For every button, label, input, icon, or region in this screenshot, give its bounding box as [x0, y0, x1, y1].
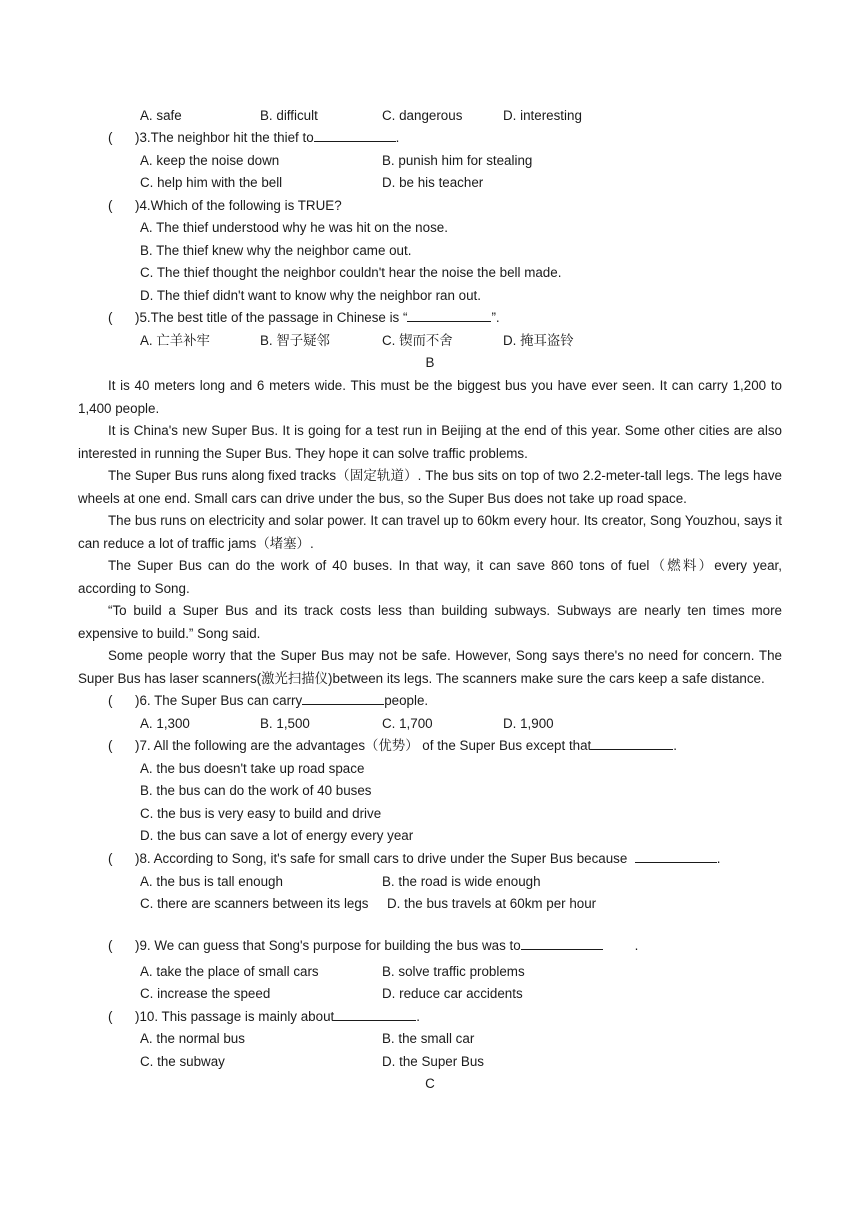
passage-paragraph: Some people worry that the Super Bus may not be safe. However, Song says there's no need for concern. The Super Bus has laser scanners(激光扫描仪)between its legs. The scanners make sure the cars keep a safe distance. — [78, 648, 782, 686]
answer-paren: ( — [108, 310, 113, 325]
q10-option-c: C. the subway — [140, 1054, 225, 1069]
q5-option-a: A. 亡羊补牢 — [140, 333, 210, 348]
q2-option-c: C. dangerous — [382, 108, 463, 123]
q2-option-d: D. interesting — [503, 108, 582, 123]
q4-option-b: B. The thief knew why the neighbor came out. — [140, 243, 412, 258]
q3-option-d: D. be his teacher — [382, 175, 484, 190]
q4-option-c: C. The thief thought the neighbor couldn't hear the noise the bell made. — [140, 265, 562, 280]
q3-option-a: A. keep the noise down — [140, 153, 280, 168]
q8-option-d: D. the bus travels at 60km per hour — [387, 896, 597, 911]
question-stem: )7. All the following are the advantages（优势） of the Super Bus except that . — [135, 735, 677, 758]
question-stem: )9. We can guess that Song's purpose for building the bus was to . — [135, 935, 638, 958]
q9-option-a: A. take the place of small cars — [140, 964, 319, 979]
q7-option-c: C. the bus is very easy to build and drive — [140, 806, 382, 821]
passage-paragraph: It is China's new Super Bus. It is going for a test run in Beijing at the end of this year. Some other cities are also interested in running the Super Bus. They hope it can solve traffic problems. — [78, 423, 782, 461]
answer-blank[interactable] — [407, 307, 491, 322]
q10-option-b: B. the small car — [382, 1031, 475, 1046]
q2-option-a: A. safe — [140, 108, 182, 123]
q10-option-d: D. the Super Bus — [382, 1054, 484, 1069]
answer-blank[interactable] — [314, 127, 396, 142]
q7-option-a: A. the bus doesn't take up road space — [140, 761, 365, 776]
passage-paragraph: “To build a Super Bus and its track costs less than building subways. Subways are nearly ten times more expensive to build.” Song said. — [78, 603, 782, 641]
answer-blank[interactable] — [334, 1006, 416, 1021]
q6-option-c: C. 1,700 — [382, 716, 433, 731]
question-stem: )5.The best title of the passage in Chinese is “ ”. — [135, 307, 500, 330]
q3-option-b: B. punish him for stealing — [382, 153, 533, 168]
q8-option-c: C. there are scanners between its legs — [140, 896, 369, 911]
q8-option-a: A. the bus is tall enough — [140, 874, 283, 889]
question-stem: )6. The Super Bus can carry people. — [135, 690, 428, 713]
q9-option-b: B. solve traffic problems — [382, 964, 525, 979]
section-heading-c: C — [425, 1076, 435, 1091]
question-stem: )4.Which of the following is TRUE? — [135, 198, 342, 213]
answer-blank[interactable] — [302, 690, 384, 705]
answer-paren: ( — [108, 851, 113, 866]
q3-option-c: C. help him with the bell — [140, 175, 283, 190]
section-heading-b: B — [425, 355, 435, 370]
passage-paragraph: The Super Bus can do the work of 40 buses. In that way, it can save 860 tons of fuel（燃料）every year, according to Song. — [78, 558, 782, 596]
q5-option-d: D. 掩耳盗铃 — [503, 333, 574, 348]
answer-blank[interactable] — [635, 848, 717, 863]
answer-blank[interactable] — [521, 935, 603, 950]
answer-paren: ( — [108, 938, 113, 953]
answer-paren: ( — [108, 693, 113, 708]
q4-option-d: D. The thief didn't want to know why the neighbor ran out. — [140, 288, 481, 303]
q7-option-d: D. the bus can save a lot of energy every year — [140, 828, 414, 843]
answer-paren: ( — [108, 130, 113, 145]
q5-option-b: B. 智子疑邻 — [260, 333, 330, 348]
q5-option-c: C. 锲而不舍 — [382, 333, 453, 348]
answer-paren: ( — [108, 1009, 113, 1024]
q7-option-b: B. the bus can do the work of 40 buses — [140, 783, 372, 798]
q9-option-d: D. reduce car accidents — [382, 986, 523, 1001]
question-stem: )8. According to Song, it's safe for small cars to drive under the Super Bus because . — [135, 848, 721, 871]
q2-option-b: B. difficult — [260, 108, 318, 123]
answer-paren: ( — [108, 738, 113, 753]
question-stem: )10. This passage is mainly about . — [135, 1006, 420, 1029]
passage-paragraph: The Super Bus runs along fixed tracks（固定轨道）. The bus sits on top of two 2.2-meter-tall legs. The legs have wheels at one end. Small cars can drive under the bus, so the Super Bus does not take up road space. — [78, 468, 782, 506]
q8-option-b: B. the road is wide enough — [382, 874, 541, 889]
q10-option-a: A. the normal bus — [140, 1031, 245, 1046]
q9-option-c: C. increase the speed — [140, 986, 271, 1001]
q6-option-a: A. 1,300 — [140, 716, 190, 731]
q6-option-b: B. 1,500 — [260, 716, 310, 731]
q6-option-d: D. 1,900 — [503, 716, 554, 731]
question-stem: )3.The neighbor hit the thief to . — [135, 127, 399, 150]
passage-paragraph: The bus runs on electricity and solar power. It can travel up to 60km every hour. Its creator, Song Youzhou, says it can reduce a lot of traffic jams（堵塞）. — [78, 513, 782, 551]
answer-paren: ( — [108, 198, 113, 213]
passage-paragraph: It is 40 meters long and 6 meters wide. This must be the biggest bus you have ever seen. It can carry 1,200 to 1,400 people. — [78, 378, 782, 416]
q4-option-a: A. The thief understood why he was hit on the nose. — [140, 220, 448, 235]
answer-blank[interactable] — [591, 735, 673, 750]
